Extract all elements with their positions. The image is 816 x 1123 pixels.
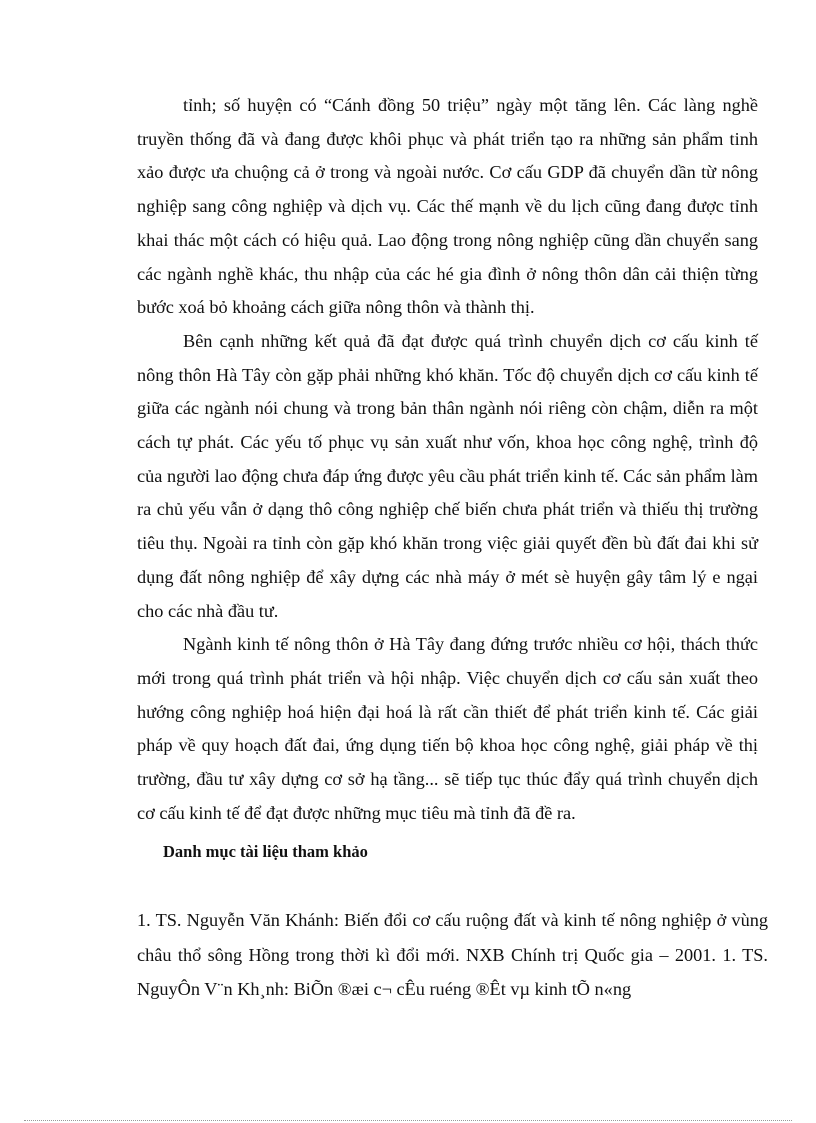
paragraph-2: Bên cạnh những kết quả đã đạt được quá trình chuyển dịch cơ cấu kinh tế nông thôn Hà Tây còn gặp phải những khó khăn. Tốc độ chuyển dịch cơ cấu kinh tế giữa các ngành nói chung và trong bản thân ngành nói riêng còn chậm, diễn ra một cách tự phát. Các yếu tố phục vụ sản xuất như vốn, khoa học công nghệ, trình độ của người lao động chưa đáp ứng được yêu cầu phát triển kinh tế. Các sản phẩm làm ra chủ yếu vẫn ở dạng thô công nghiệp chế biến chưa phát triển và thiếu thị trường tiêu thụ. Ngoài ra tỉnh còn gặp khó khăn trong việc giải quyết đền bù đất đai khi sử dụng đất nông nghiệp để xây dựng các nhà máy ở mét sè huyện gây tâm lý e ngại cho các nhà đầu tư. (137, 330, 758, 621)
body-text (137, 89, 758, 830)
paragraph-3: Ngành kinh tế nông thôn ở Hà Tây đang đứng trước nhiều cơ hội, thách thức mới trong quá trình phát triển và hội nhập. Việc chuyển dịch cơ cấu sản xuất theo hướng công nghiệp hoá hiện đại hoá là rất cần thiết để phát triển kinh tế. Các giải pháp về quy hoạch đất đai, ứng dụng tiến bộ khoa học công nghệ, giải pháp về thị trường, đầu tư xây dựng cơ sở hạ tầng... sẽ tiếp tục thúc đẩy quá trình chuyển dịch cơ cấu kinh tế để đạt được những mục tiêu mà tỉnh đã đề ra. (137, 634, 758, 823)
references-heading: Danh mục tài liệu tham khảo (163, 842, 368, 861)
page-bottom-divider (24, 1120, 792, 1121)
reference-item-1: 1. TS. Nguyễn Văn Khánh: Biến đổi cơ cấu ruộng đất và kinh tế nông nghiệp ở vùng châu thổ sông Hồng trong thời kì đổi mới. NXB Chính trị Quốc gia – 2001. 1. TS. NguyÔn V¨n Kh¸nh: BiÕn ®æi c¬ cÊu ruéng ®Êt vµ kinh tÕ n«ng (137, 910, 768, 999)
paragraph-1: tỉnh; số huyện có “Cánh đồng 50 triệu” ngày một tăng lên. Các làng nghề truyền thống đã và đang được khôi phục và phát triển tạo ra những sản phẩm tinh xảo được ưa chuộng cả ở trong và ngoài nước. Cơ cấu GDP đã chuyển dần từ nông nghiệp sang công nghiệp và dịch vụ. Các thế mạnh về du lịch cũng đang được tỉnh khai thác một cách có hiệu quả. Lao động trong nông nghiệp cũng dần chuyển sang các ngành nghề khác, thu nhập của các hé gia đình ở nông thôn dân cải thiện từng bước xoá bỏ khoảng cách giữa nông thôn và thành thị. (137, 95, 758, 318)
references-list (137, 903, 768, 1007)
